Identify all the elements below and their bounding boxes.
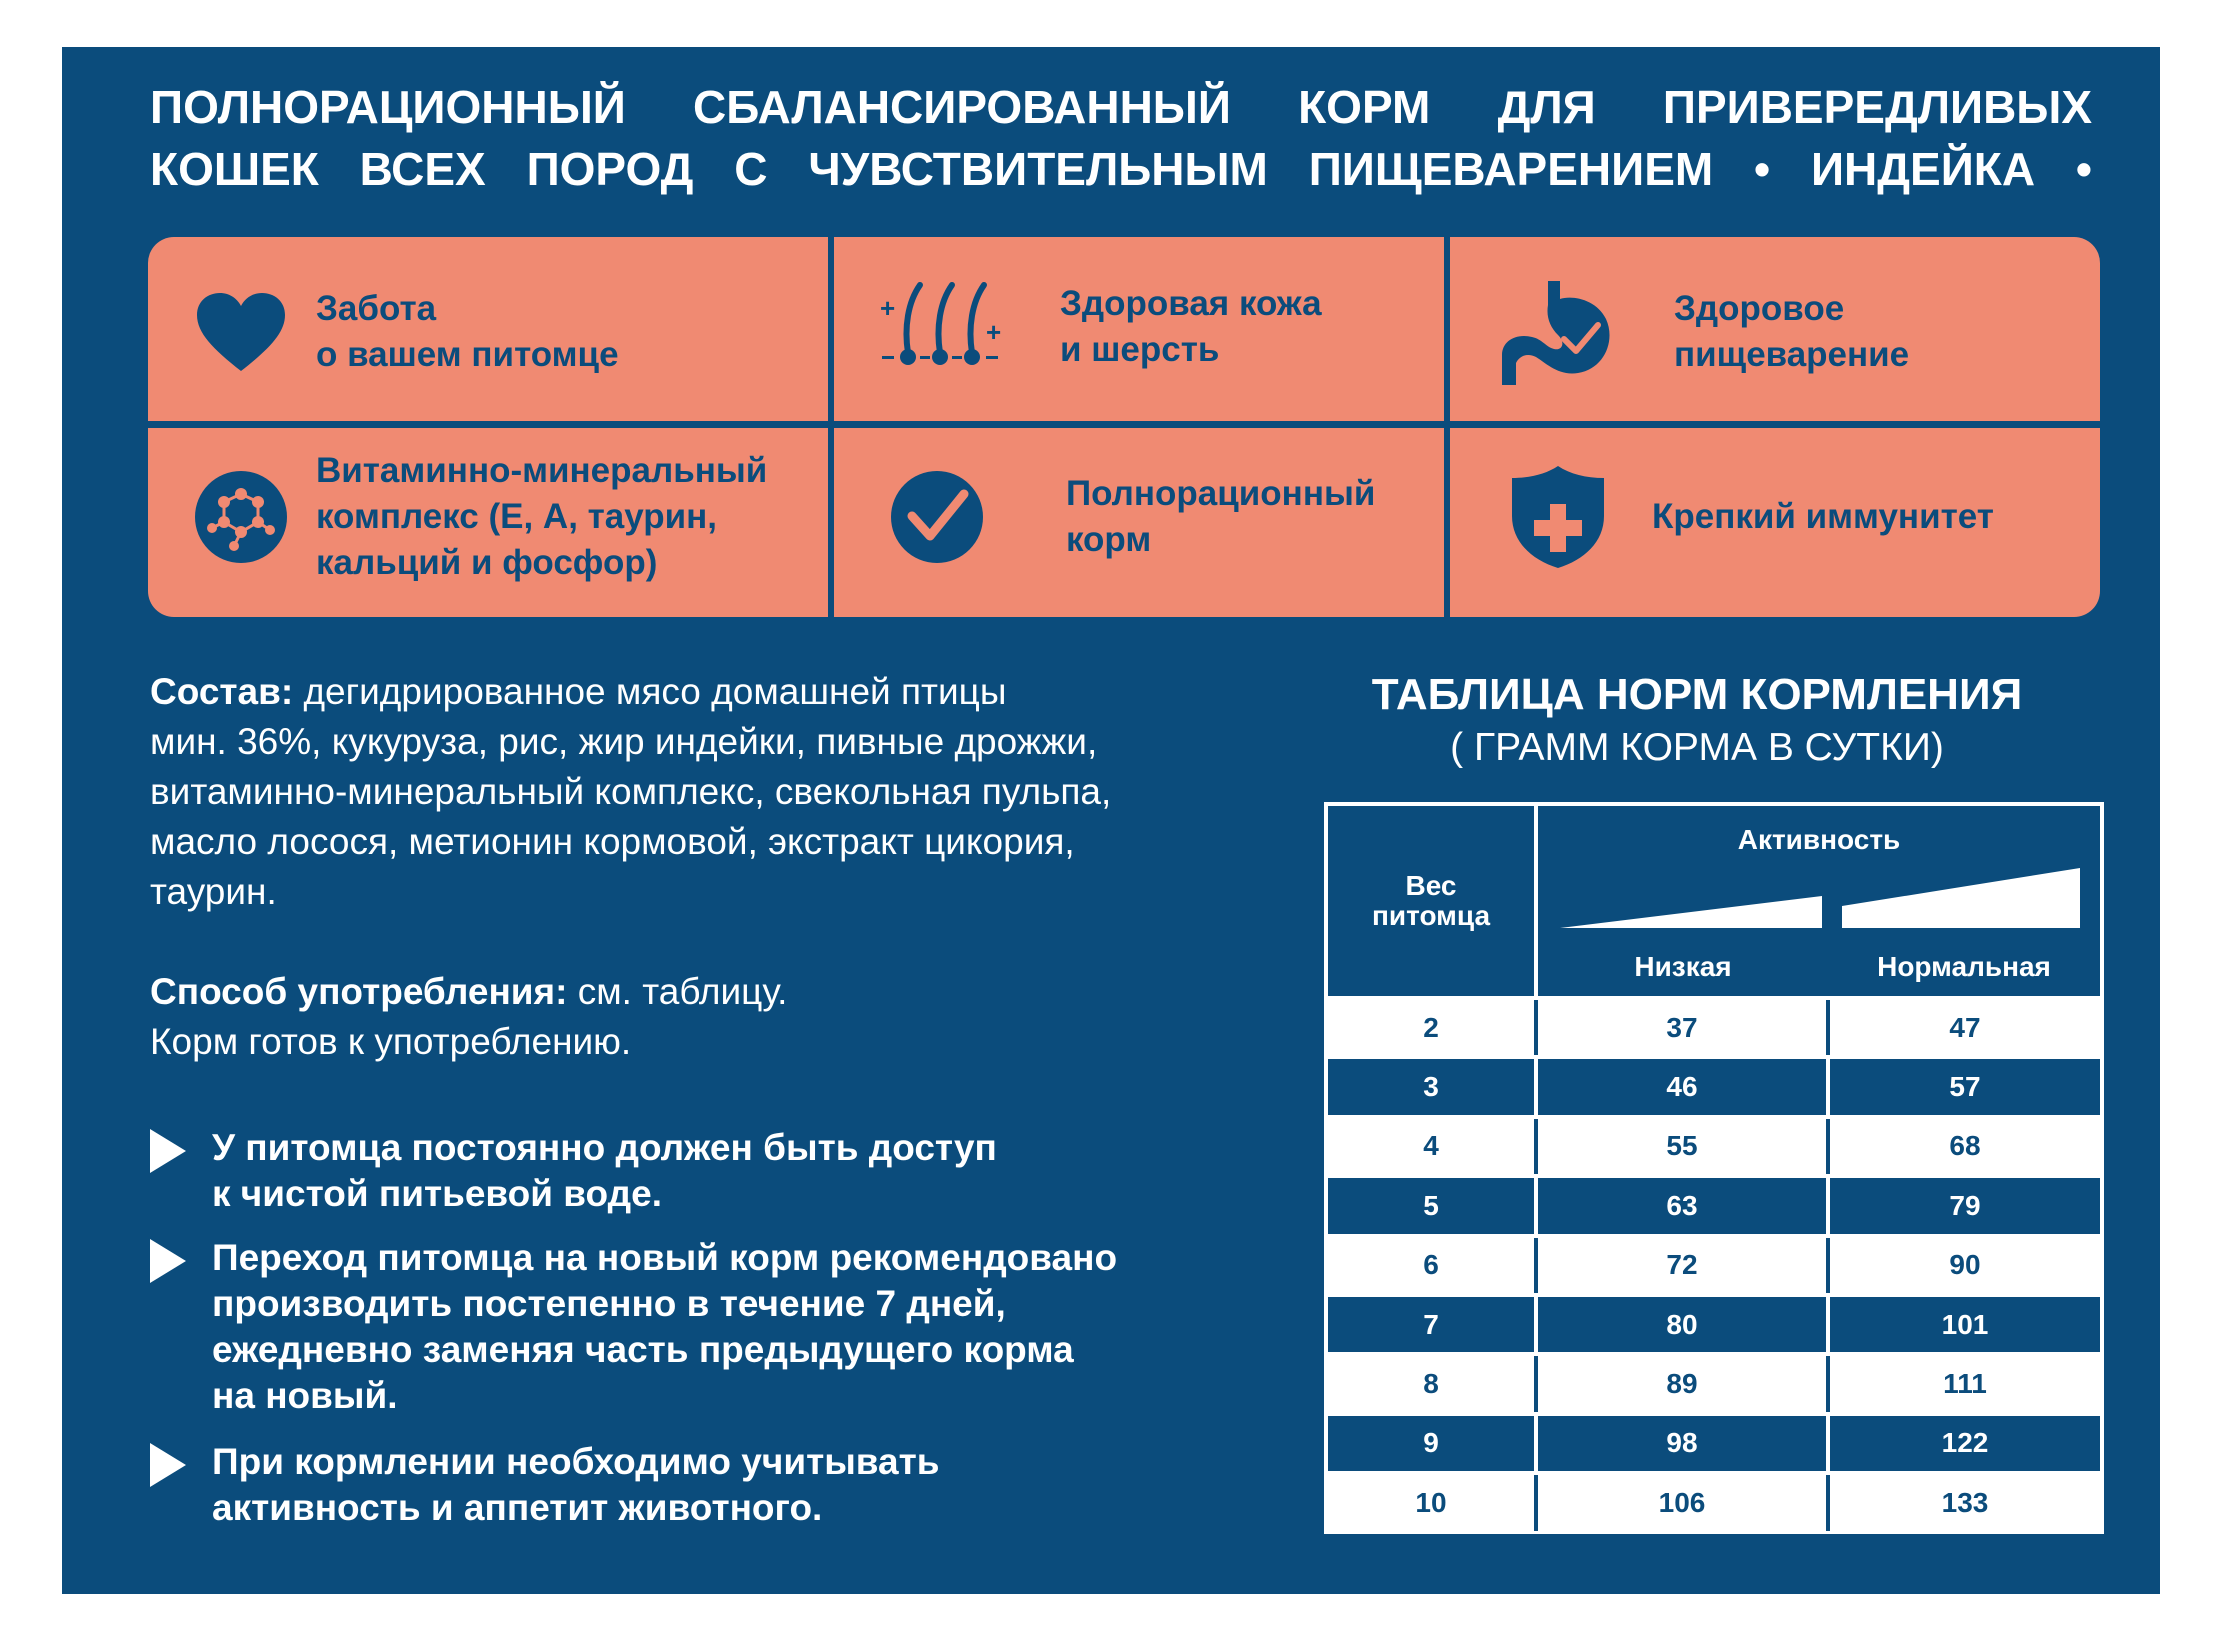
- feature-label: Здоровое пищеварение: [1674, 289, 1910, 374]
- low-activity-cell: 55: [1538, 1119, 1826, 1174]
- normal-activity-cell: 47: [1830, 1000, 2100, 1055]
- heart-icon: [194, 291, 288, 373]
- headline-line-2: КОШЕК ВСЕХ ПОРОД С ЧУВСТВИТЕЛЬНЫМ ПИЩЕВАРЕНИЕМ • ИНДЕЙКА •: [150, 143, 2092, 195]
- normal-activity-cell: 79: [1830, 1178, 2100, 1233]
- usage-instructions: [150, 967, 787, 1067]
- bullet-activity: [150, 1439, 940, 1531]
- usage-text: Корм готов к употреблению.: [150, 1021, 632, 1062]
- feature-digestion: [1500, 267, 1909, 397]
- bullet-water: [150, 1125, 997, 1217]
- weight-cell: 4: [1328, 1119, 1534, 1174]
- column-divider: [1534, 1356, 1538, 1411]
- bullet-text: Переход питомца на новый корм рекомендовано: [212, 1237, 1118, 1278]
- weight-header: Вес питомца: [1328, 806, 1534, 996]
- molecule-icon: [194, 470, 288, 564]
- weight-cell: 5: [1328, 1178, 1534, 1233]
- weight-cell: 2: [1328, 1000, 1534, 1055]
- normal-activity-cell: 90: [1830, 1238, 2100, 1293]
- low-activity-cell: 89: [1538, 1356, 1826, 1411]
- column-divider: [1826, 1000, 1830, 1055]
- column-divider: [1826, 1238, 1830, 1293]
- table-subtitle: ( ГРАММ КОРМА В СУТКИ): [1450, 726, 1944, 769]
- feature-skin-coat: [878, 267, 1322, 387]
- weight-cell: 7: [1328, 1297, 1534, 1352]
- composition-text: таурин.: [150, 871, 277, 912]
- weight-cell: 6: [1328, 1238, 1534, 1293]
- composition-text: мин. 36%, кукуруза, рис, жир индейки, пивные дрожжи,: [150, 721, 1098, 762]
- divider: [148, 421, 2100, 428]
- low-activity-cell: 37: [1538, 1000, 1826, 1055]
- normal-activity-cell: 101: [1830, 1297, 2100, 1352]
- info-panel: [62, 47, 2160, 1594]
- headline-line-1: ПОЛНОРАЦИОННЫЙ СБАЛАНСИРОВАННЫЙ КОРМ ДЛЯ ПРИВЕРЕДЛИВЫХ: [150, 81, 2093, 133]
- activity-level-wedges: [1560, 866, 2084, 936]
- normal-activity-cell: 111: [1830, 1356, 2100, 1411]
- composition-text: витаминно-минеральный комплекс, свекольная пульпа,: [150, 771, 1112, 812]
- composition-text: дегидрированное мясо домашней птицы: [293, 671, 1007, 712]
- feature-immunity: [1510, 437, 1994, 597]
- bullet-text: к чистой питьевой воде.: [212, 1173, 662, 1214]
- usage-label: Способ употребления:: [150, 971, 568, 1012]
- weight-cell: 3: [1328, 1059, 1534, 1114]
- table-title: ТАБЛИЦА НОРМ КОРМЛЕНИЯ: [1371, 670, 2023, 719]
- normal-activity-cell: 68: [1830, 1119, 2100, 1174]
- weight-cell: 10: [1328, 1475, 1534, 1530]
- composition-label: Состав:: [150, 671, 294, 712]
- feature-label: Крепкий иммунитет: [1652, 497, 1994, 536]
- bullet-text: При кормлении необходимо учитывать: [212, 1441, 940, 1482]
- feeding-table: [1324, 802, 2104, 1534]
- normal-activity-header: Нормальная: [1877, 951, 2051, 982]
- column-divider: [1826, 1356, 1830, 1411]
- bullet-text: активность и аппетит животного.: [212, 1487, 823, 1528]
- normal-activity-cell: 57: [1830, 1059, 2100, 1114]
- feature-label: Здоровая кожа и шерсть: [1060, 284, 1322, 369]
- column-divider: [1534, 1119, 1538, 1174]
- low-activity-cell: 98: [1538, 1416, 1826, 1471]
- feature-vitamins: [194, 437, 767, 597]
- weight-cell: 9: [1328, 1416, 1534, 1471]
- shield-cross-icon: [1510, 464, 1606, 570]
- feature-complete-food: [890, 437, 1375, 597]
- triangle-bullet-icon: [150, 1443, 186, 1487]
- low-activity-cell: 72: [1538, 1238, 1826, 1293]
- column-divider: [1826, 1475, 1830, 1530]
- stomach-check-icon: [1500, 277, 1620, 387]
- usage-text: см. таблицу.: [567, 971, 788, 1012]
- feature-care: [194, 267, 619, 397]
- triangle-bullet-icon: [150, 1129, 186, 1173]
- bullet-text: ежедневно заменяя часть предыдущего корма: [212, 1329, 1074, 1370]
- triangle-bullet-icon: [150, 1239, 186, 1283]
- hair-follicle-icon: [878, 277, 1008, 377]
- features-grid: [148, 237, 2100, 617]
- feature-label: Забота о вашем питомце: [316, 289, 619, 374]
- svg-text:+: +: [880, 293, 896, 323]
- feature-label: Полнорационный корм: [1066, 474, 1376, 559]
- column-divider: [1534, 1000, 1538, 1055]
- bullet-transition: [150, 1235, 1117, 1419]
- low-activity-cell: 80: [1538, 1297, 1826, 1352]
- low-activity-cell: 46: [1538, 1059, 1826, 1114]
- normal-activity-cell: 133: [1830, 1475, 2100, 1530]
- column-divider: [1534, 1238, 1538, 1293]
- normal-activity-cell: 122: [1830, 1416, 2100, 1471]
- bullet-text: на новый.: [212, 1375, 398, 1416]
- column-divider: [1534, 1475, 1538, 1530]
- composition-text: масло лосося, метионин кормовой, экстракт цикория,: [150, 821, 1075, 862]
- svg-text:+: +: [986, 317, 1002, 347]
- bullet-text: производить постепенно в течение 7 дней,: [212, 1283, 1006, 1324]
- weight-cell: 8: [1328, 1356, 1534, 1411]
- bullet-text: У питомца постоянно должен быть доступ: [212, 1127, 997, 1168]
- check-circle-icon: [890, 470, 984, 564]
- low-activity-cell: 106: [1538, 1475, 1826, 1530]
- composition: [150, 667, 1350, 917]
- feature-label: Витаминно-минеральный комплекс (Е, А, таурин, кальций и фосфор): [316, 451, 768, 582]
- low-activity-header: Низкая: [1634, 951, 1732, 982]
- column-divider: [1826, 1119, 1830, 1174]
- activity-header: Активность: [1737, 824, 1901, 855]
- low-activity-cell: 63: [1538, 1178, 1826, 1233]
